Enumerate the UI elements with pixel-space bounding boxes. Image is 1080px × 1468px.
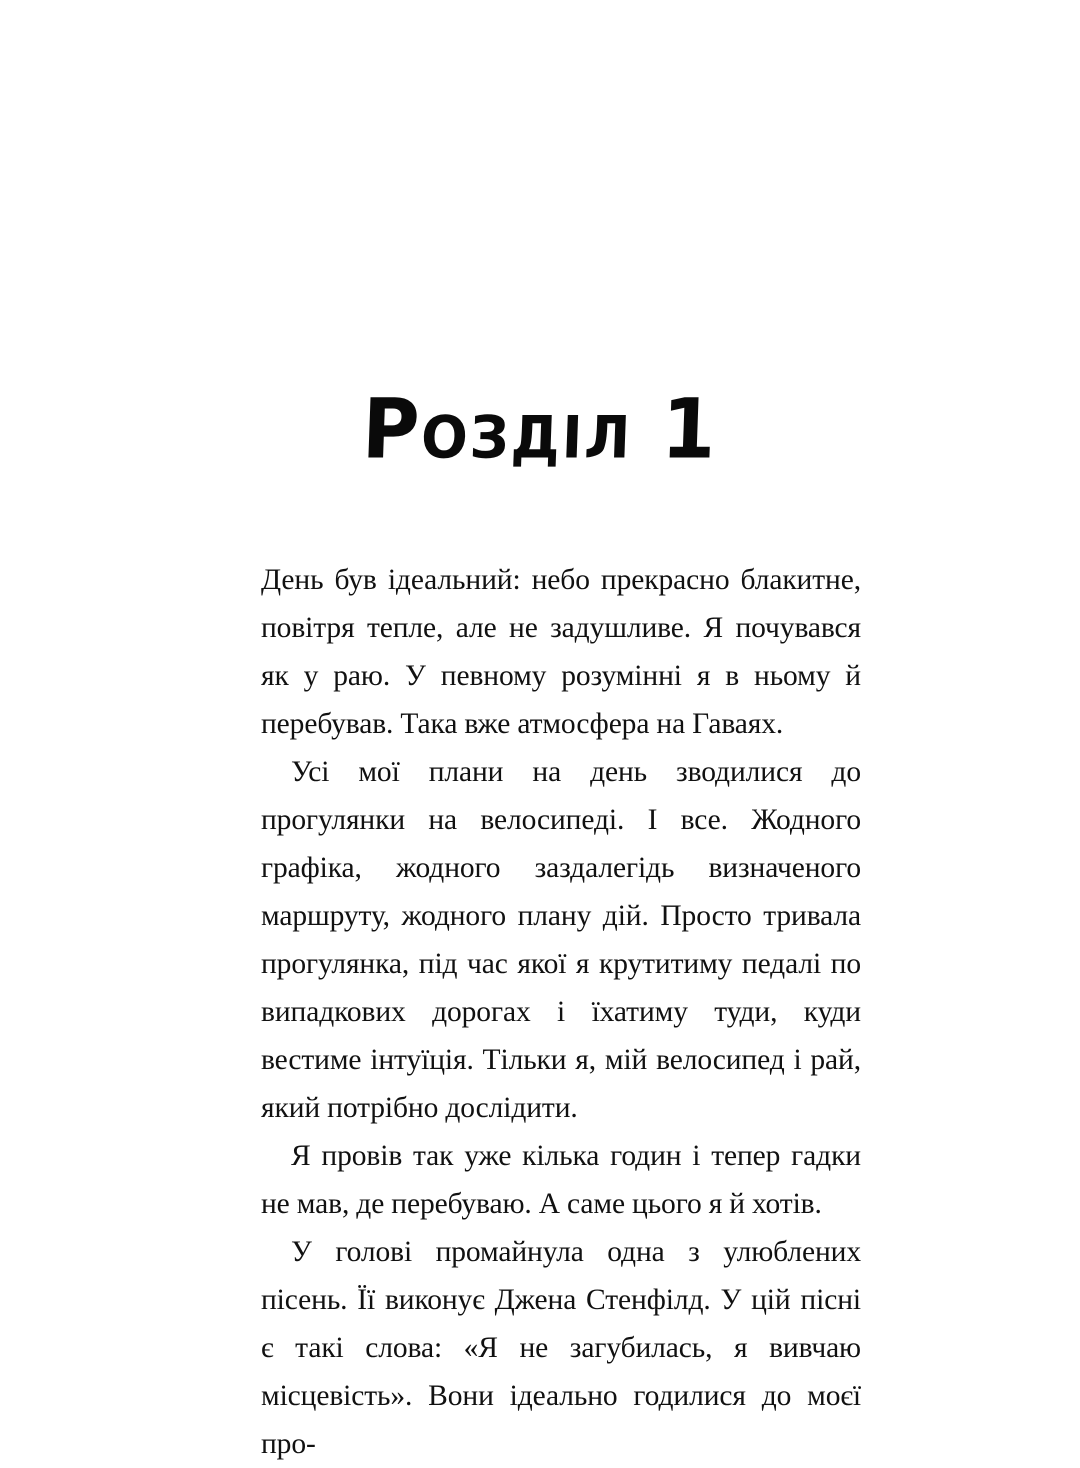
- body-paragraph: У голові промайнула одна з улюблених пісень. Її виконує Джена Стенфілд. У цій пісні є такі слова: «Я не загубилась, я вивчаю місцевість». Вони ідеально годилися до моєї про-: [261, 1236, 861, 1460]
- body-text-block: [261, 556, 861, 1468]
- body-paragraph: Я провів так уже кілька годин і тепер гадки не мав, де перебуваю. А саме цього я й хотів.: [261, 1140, 861, 1220]
- chapter-heading: Розділ 1: [360, 382, 720, 478]
- body-paragraph: День був ідеальний: небо прекрасно блакитне, повітря тепле, але не задушливе. Я почувався як у раю. У певному розумінні я в ньому й перебував. Така вже атмосфера на Гаваях.: [261, 564, 861, 740]
- body-paragraph: Усі мої плани на день зводилися до прогулянки на велосипеді. І все. Жодного графіка, жодного заздалегідь визначеного маршруту, жодного плану дій. Просто тривала прогулянка, під час якої я крутитиму педалі по випадкових дорогах і їхатиму туди, куди вестиме інтуїція. Тільки я, мій велосипед і рай, який потрібно дослідити.: [261, 756, 861, 1124]
